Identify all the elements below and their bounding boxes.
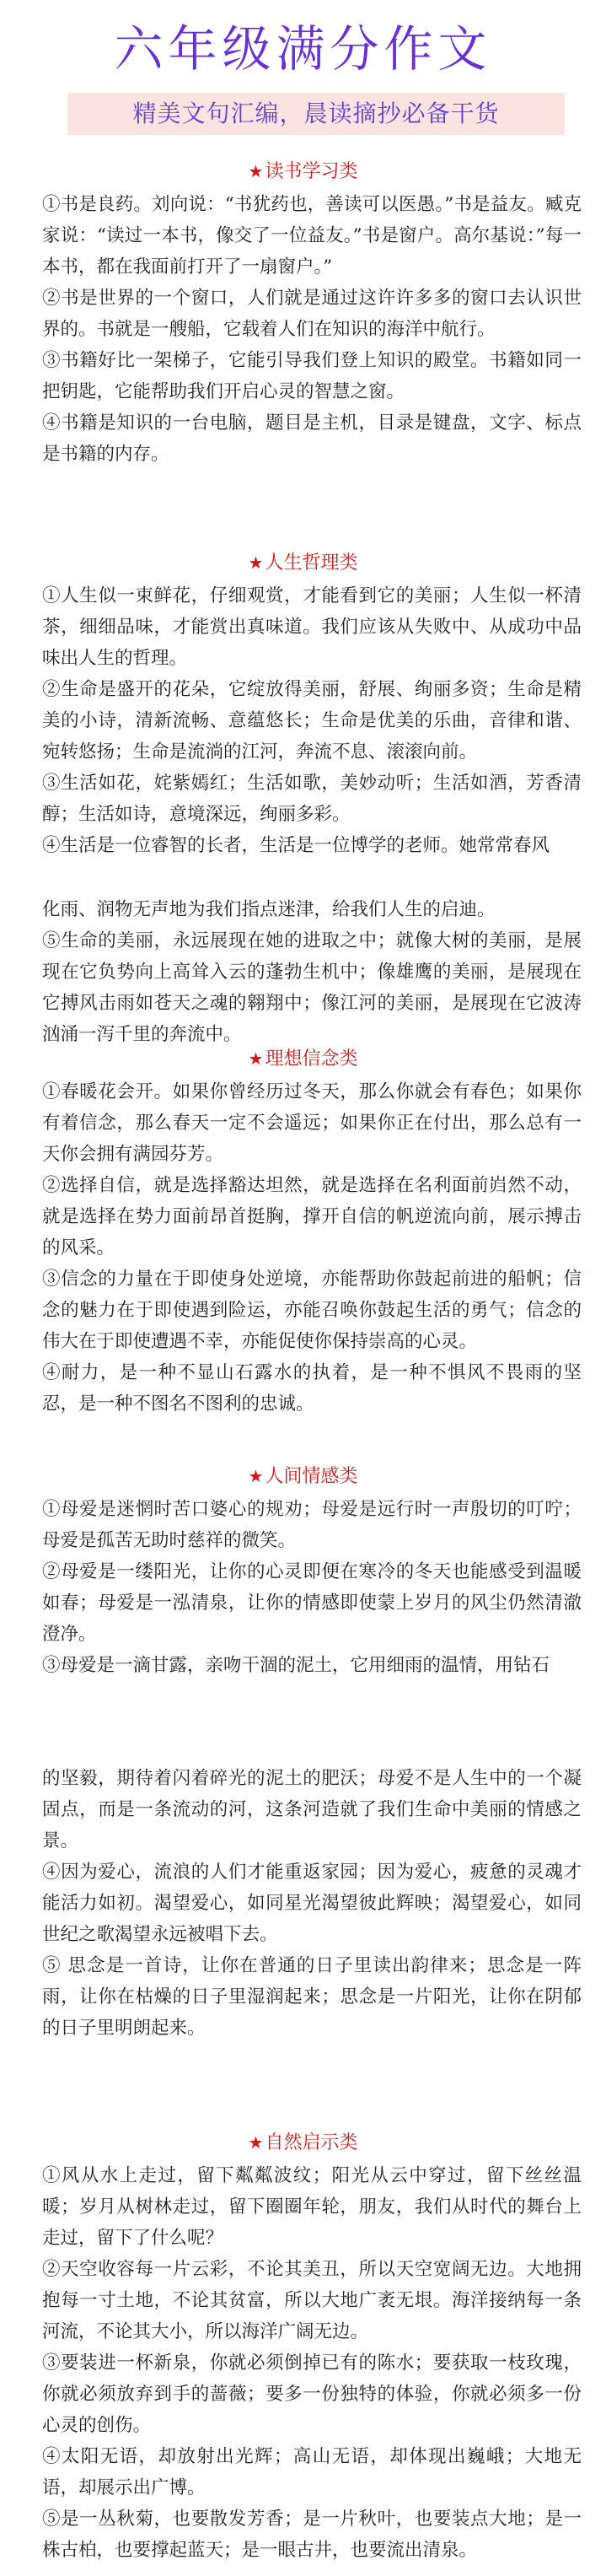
list-item: ③要装进一杯新泉，你就必须倒掉已有的陈水；要获取一枝玫瑰，你就必须放弃到手的蔷薇；要多一份独特的体验，你就必须多一份心灵的创伤。 bbox=[42, 2352, 582, 2436]
list-item: ①风从水上走过，留下粼粼波纹；阳光从云中穿过，留下丝丝温暖；岁月从树林走过，留下圈圈年轮，朋友，我们从时代的舞台上走过，留下了什么呢？ bbox=[42, 2165, 582, 2249]
star-icon: ★ bbox=[248, 1048, 264, 1069]
list-item: ①母爱是迷惘时苦口婆心的规劝；母爱是远行时一声殷切的叮咛；母爱是孤苦无助时慈祥的微笑。 bbox=[42, 1499, 582, 1551]
list-item: ③母爱是一滴甘露，亲吻干涸的泥土，它用细雨的温情，用钻石 bbox=[42, 1655, 550, 1676]
list-item: ②书是世界的一个窗口，人们就是通过这许许多多的窗口去认识世界的。书就是一艘船，它载着人们在知识的海洋中航行。 bbox=[42, 288, 582, 340]
list-item: ④因为爱心，流浪的人们才能重返家园；因为爱心，疲惫的灵魂才能活力如初。渴望爱心，如同星光渴望彼此辉映；渴望爱心，如同世纪之歌渴望永远被唱下去。 bbox=[42, 1862, 582, 1945]
subtitle-banner: 精美文句汇编，晨读摘抄必备干货 bbox=[67, 93, 565, 135]
list-item: ⑤是一丛秋菊，也要散发芳香；是一片秋叶，也要装点大地；是一株古柏，也要撑起蓝天；是一眼古井，也要流出清泉。 bbox=[42, 2509, 582, 2561]
section-body-emotions-continued bbox=[42, 1763, 582, 2044]
section-body-emotions bbox=[42, 1494, 582, 1681]
section-heading-label: 人生哲理类 bbox=[265, 552, 358, 574]
section-heading-label: 自然启示类 bbox=[265, 2132, 358, 2153]
section-body-nature bbox=[42, 2160, 582, 2566]
section-body-philosophy bbox=[42, 580, 582, 861]
section-body-ideals bbox=[42, 1076, 582, 1420]
section-heading-label: 人间情感类 bbox=[265, 1466, 358, 1487]
section-heading-nature bbox=[0, 2130, 606, 2156]
list-item: ④生活是一位睿智的长者，生活是一位博学的老师。她常常春风 bbox=[42, 835, 550, 856]
list-item: ④耐力，是一种不显山石露水的执着，是一种不惧风不畏雨的坚忍，是一种不图名不图利的忠诚。 bbox=[42, 1362, 582, 1415]
section-body-reading bbox=[42, 189, 582, 470]
star-icon: ★ bbox=[248, 1466, 264, 1486]
star-icon: ★ bbox=[248, 2132, 264, 2153]
list-item: ③信念的力量在于即使身处逆境，亦能帮助你鼓起前进的船帆；信念的魅力在于即使遇到险运，亦能召唤你鼓起生活的勇气；信念的伟大在于即使遭遇不幸，亦能促使你保持崇高的心灵。 bbox=[42, 1269, 582, 1352]
section-heading-emotions bbox=[0, 1463, 606, 1490]
list-item: ⑤生命的美丽，永远展现在她的进取之中；就像大树的美丽，是展现在它负势向上高耸入云的蓬勃生机中；像雄鹰的美丽，是展现在它搏风击雨如苍天之魂的翱翔中；像江河的美丽，是展现在它波涛汹涌一泻千里的奔流中。 bbox=[42, 930, 582, 1045]
list-item: ①书是良药。刘向说：“书犹药也，善读可以医愚。”书是益友。臧克家说：“读过一本书，像交了一位益友。”书是窗户。高尔基说：”每一本书，都在我面前打开了一扇窗户。” bbox=[42, 194, 582, 278]
list-item: ②生命是盛开的花朵，它绽放得美丽，舒展、绚丽多资；生命是精美的小诗，清新流畅、意蕴悠长；生命是优美的乐曲，音律和谐、宛转悠扬；生命是流淌的江河，奔流不息、滚滚向前。 bbox=[42, 679, 582, 763]
list-item: ④书籍是知识的一台电脑，题目是主机，目录是键盘，文字、标点是书籍的内存。 bbox=[42, 412, 582, 465]
list-item: 的坚毅，期待着闪着碎光的泥土的肥沃；母爱不是人生中的一个凝固点，而是一条流动的河，这条河造就了我们生命中美丽的情感之景。 bbox=[42, 1768, 582, 1851]
list-item: ⑤ 思念是一首诗，让你在普通的日子里读出韵律来；思念是一阵雨，让你在枯燥的日子里湿润起来；思念是一片阳光，让你在阴郁的日子里明朗起来。 bbox=[42, 1955, 582, 2039]
list-item: ③书籍好比一架梯子，它能引导我们登上知识的殿堂。书籍如同一把钥匙，它能帮助我们开启心灵的智慧之窗。 bbox=[42, 350, 582, 402]
list-item: ①人生似一束鲜花，仔细观赏，才能看到它的美丽；人生似一杯清茶，细细品味，才能赏出真味道。我们应该从失败中、从成功中品味出人生的哲理。 bbox=[42, 585, 582, 669]
section-heading-ideals bbox=[0, 1046, 606, 1072]
section-heading-reading bbox=[0, 159, 606, 185]
list-item: ②选择自信，就是选择豁达坦然，就是选择在名利面前岿然不动，就是选择在势力面前昂首挺胸，撑开自信的帆逆流向前，展示搏击的风采。 bbox=[42, 1175, 582, 1258]
section-heading-label: 理想信念类 bbox=[265, 1048, 358, 1070]
star-icon: ★ bbox=[248, 552, 264, 573]
section-body-philosophy-continued bbox=[42, 894, 582, 1050]
list-item: ③生活如花，姹紫嫣红；生活如歌，美妙动听；生活如酒，芳香清醇；生活如诗，意境深远，绚丽多彩。 bbox=[42, 773, 582, 825]
list-item: ②母爱是一缕阳光，让你的心灵即便在寒冷的冬天也能感受到温暖如春；母爱是一泓清泉，让你的情感即使蒙上岁月的风尘仍然清澈澄净。 bbox=[42, 1561, 582, 1645]
list-item: 化雨、润物无声地为我们指点迷津，给我们人生的启迪。 bbox=[42, 899, 496, 920]
list-item: ①春暖花会开。如果你曾经历过冬天，那么你就会有春色；如果你有着信念，那么春天一定不会遥远；如果你正在付出，那么总有一天你会拥有满园芬芳。 bbox=[42, 1081, 582, 1165]
list-item: ②天空收容每一片云彩，不论其美丑，所以天空宽阔无边。大地拥抱每一寸土地，不论其贫富，所以大地广袤无垠。海洋接纳每一条河流，不论其大小，所以海洋广阔无边。 bbox=[42, 2259, 582, 2342]
section-heading-label: 读书学习类 bbox=[265, 161, 358, 182]
star-icon: ★ bbox=[248, 161, 264, 181]
list-item: ④太阳无语，却放射出光辉；高山无语，却体现出巍峨；大地无语，却展示出广博。 bbox=[42, 2446, 582, 2498]
page-title: 六年级满分作文 bbox=[114, 20, 492, 78]
section-heading-philosophy bbox=[0, 550, 606, 576]
